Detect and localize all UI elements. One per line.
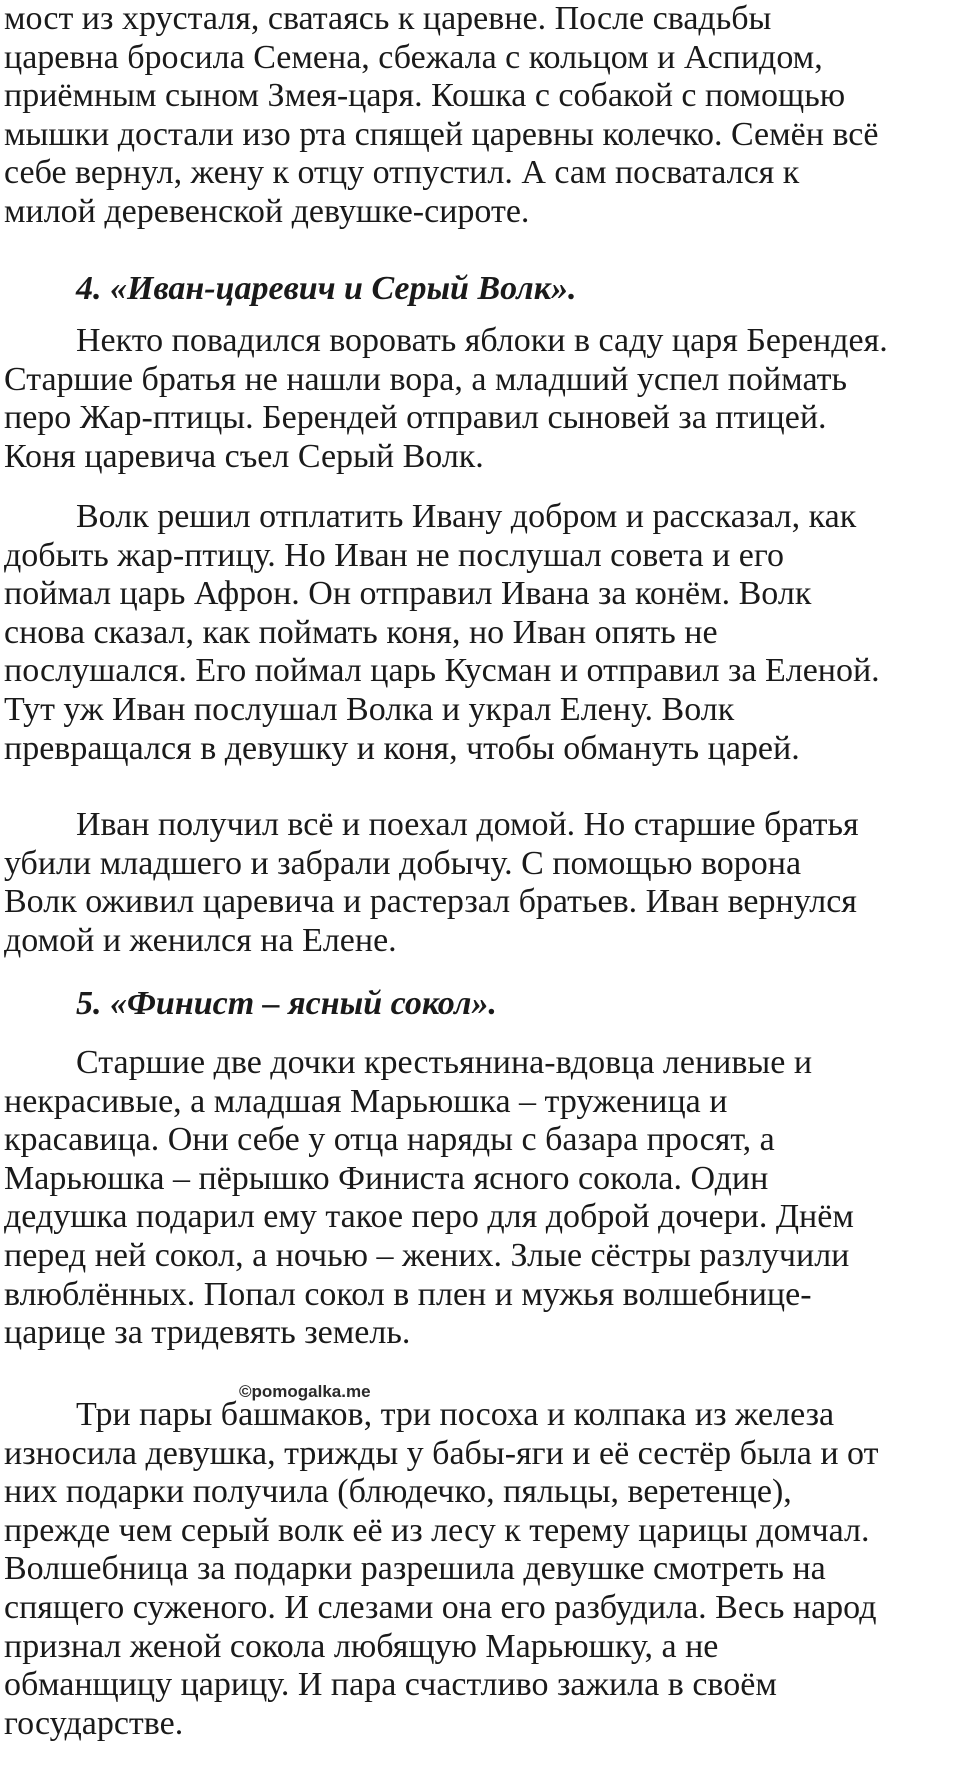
text-line: Тут уж Иван послушал Волка и украл Елену. Волк (4, 691, 735, 728)
text-line: прежде чем серый волк её из лесу к терему царицы домчал. (4, 1511, 870, 1549)
text-line: Марьюшка – пёрышко Финиста ясного сокола. Один (4, 1159, 769, 1197)
text-line: убили младшего и забрали добычу. С помощью ворона (4, 844, 802, 882)
watermark-label: ©pomogalka.me (239, 1382, 371, 1401)
paragraph-first-line: Иван получил всё и поехал домой. Но старшие братья (76, 806, 859, 843)
text-line: Коня царевича съел Серый Волк. (4, 437, 484, 475)
text-line: царевна бросила Семена, сбежала с кольцом и Аспидом, (4, 38, 823, 76)
text-line: поймал царь Афрон. Он отправил Ивана за конём. Волк (4, 575, 812, 613)
text-line: обманщицу царицу. И пара счастливо зажила в своём (4, 1666, 777, 1704)
section-heading-4: 4. «Иван-царевич и Серый Волк». (76, 270, 577, 307)
text-line: некрасивые, а младшая Марьюшка – труженица и (4, 1082, 728, 1120)
text-line: перед ней сокол, а ночью – жених. Злые сёстры разлучили (4, 1237, 850, 1274)
text-line: домой и женился на Елене. (4, 921, 397, 959)
section-heading-5: 5. «Финист – ясный сокол». (76, 985, 497, 1022)
text-line: Старшие братья не нашли вора, а младший успел поймать (4, 360, 848, 398)
text-line: милой деревенской девушке-сироте. (4, 193, 530, 230)
text-line: превращался в девушку и коня, чтобы обмануть царей. (4, 729, 800, 767)
text-line: государстве. (4, 1704, 184, 1742)
text-line: влюблённых. Попал сокол в плен и мужья волшебнице- (4, 1275, 812, 1313)
text-line: снова сказал, как поймать коня, но Иван опять не (4, 613, 718, 651)
text-line: добыть жар-птицу. Но Иван не послушал совета и его (4, 536, 784, 574)
text-line: послушался. Его поймал царь Кусман и отправил за Еленой. (4, 652, 880, 690)
text-line: себе вернул, жену к отцу отпустил. А сам посватался к (4, 154, 800, 192)
text-line: Волк оживил царевича и растерзал братьев. Иван вернулся (4, 883, 857, 921)
text-line: царице за тридевять земель. (4, 1314, 411, 1352)
text-line: мышки достали изо рта спящей царевны колечко. Семён всё (4, 115, 879, 153)
paragraph-first-line: Три пары башмаков, три посоха и колпака из железа (76, 1396, 835, 1433)
text-line: спящего суженого. И слезами она его разбудила. Весь народ (4, 1589, 877, 1626)
text-line: мост из хрусталя, сватаясь к царевне. После свадьбы (4, 0, 772, 37)
text-line: перо Жар-птицы. Берендей отправил сыновей за птицей. (4, 399, 827, 437)
text-line: признал женой сокола любящую Марьюшку, а не (4, 1627, 719, 1665)
paragraph-first-line: Старшие две дочки крестьянина-вдовца ленивые и (76, 1044, 813, 1081)
text-line: износила девушка, трижды у бабы-яги и её сестёр была и от (4, 1434, 879, 1472)
text-line: дедушка подарил ему такое перо для доброй дочери. Днём (4, 1198, 854, 1236)
text-line: Волшебница за подарки разрешила девушке смотреть на (4, 1550, 826, 1588)
text-line: красавица. Они себе у отца наряды с базара просят, а (4, 1121, 775, 1159)
paragraph-first-line: Волк решил отплатить Ивану добром и рассказал, как (76, 498, 857, 535)
text-line: приёмным сыном Змея-царя. Кошка с собакой с помощью (4, 77, 846, 115)
text-line: них подарки получила (блюдечко, пяльцы, веретенце), (4, 1473, 792, 1511)
paragraph-first-line: Некто повадился воровать яблоки в саду царя Берендея. (76, 322, 888, 359)
